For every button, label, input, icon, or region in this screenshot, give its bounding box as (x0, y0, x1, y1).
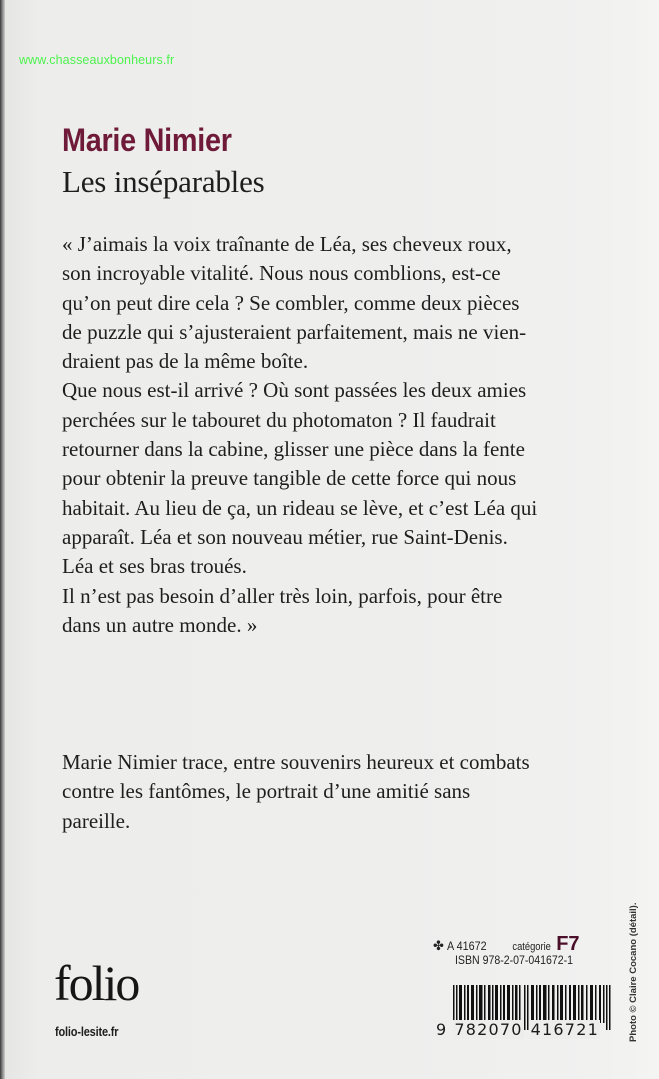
publisher-website-link[interactable]: folio-lesite.fr (55, 1025, 119, 1039)
blurb-line: draient pas de la même boîte. (62, 349, 309, 374)
reference-number: A 41672 (446, 939, 487, 953)
blurb-line: apparaît. Léa et son nouveau métier, rue Saint-Denis. (62, 524, 508, 549)
blurb-line: son incroyable vitalité. Nous nous comblions, est-ce (62, 261, 501, 286)
folio-logo: folio (54, 955, 139, 1011)
category-value: F7 (556, 933, 580, 955)
blurb-line: « J’aimais la voix traînante de Léa, ses cheveux roux, (62, 232, 512, 256)
isbn: ISBN 978-2-07-041672-1 (455, 953, 574, 967)
blurb-line: Léa et ses bras troués. (62, 554, 247, 579)
cover-edge (0, 0, 5, 1079)
watermark-link[interactable]: www.chasseauxbonheurs.fr (19, 53, 175, 67)
category-label: catégorie (512, 941, 551, 953)
blurb-line: de puzzle qui s’ajusteraient parfaitement, mais ne vien- (62, 319, 527, 344)
blurb-line: dans un autre monde. » (62, 612, 258, 637)
summary-text (62, 748, 622, 836)
book-title: Les inséparables (62, 164, 265, 199)
photo-credit: Photo © Claire Cocano (détail). (628, 902, 639, 1042)
summary-line: pareille. (62, 808, 131, 833)
blurb-line: Il n’est pas besoin d’aller très loin, parfois, pour être (62, 583, 503, 608)
summary-line: contre les fantômes, le portrait d’une amitié sans (62, 779, 471, 804)
barcode-group-1: 782070 (454, 1020, 523, 1039)
barcode-lead-digit: 9 (436, 1020, 448, 1039)
blurb-line: habitait. Au lieu de ça, un rideau se lève, et c’est Léa qui (62, 495, 538, 520)
blurb-line: perchées sur le tabouret du photomaton ? Il faudrait (62, 407, 496, 432)
publisher-mark-icon: ✤ (433, 938, 444, 953)
blurb-quote (62, 230, 622, 640)
author-name: Marie Nimier (62, 122, 232, 158)
blurb-line: pour obtenir la preuve tangible de cette force qui nous (62, 466, 517, 491)
barcode-number (436, 1020, 600, 1039)
blurb-line: Que nous est-il arrivé ? Où sont passées les deux amies (62, 378, 527, 403)
summary-line: Marie Nimier trace, entre souvenirs heureux et combats (62, 750, 530, 774)
barcode-group-2: 416721 (530, 1020, 599, 1039)
blurb-line: retourner dans la cabine, glisser une pièce dans la fente (62, 437, 525, 462)
blurb-line: qu’on peut dire cela ? Se combler, comme deux pièces (62, 290, 520, 315)
